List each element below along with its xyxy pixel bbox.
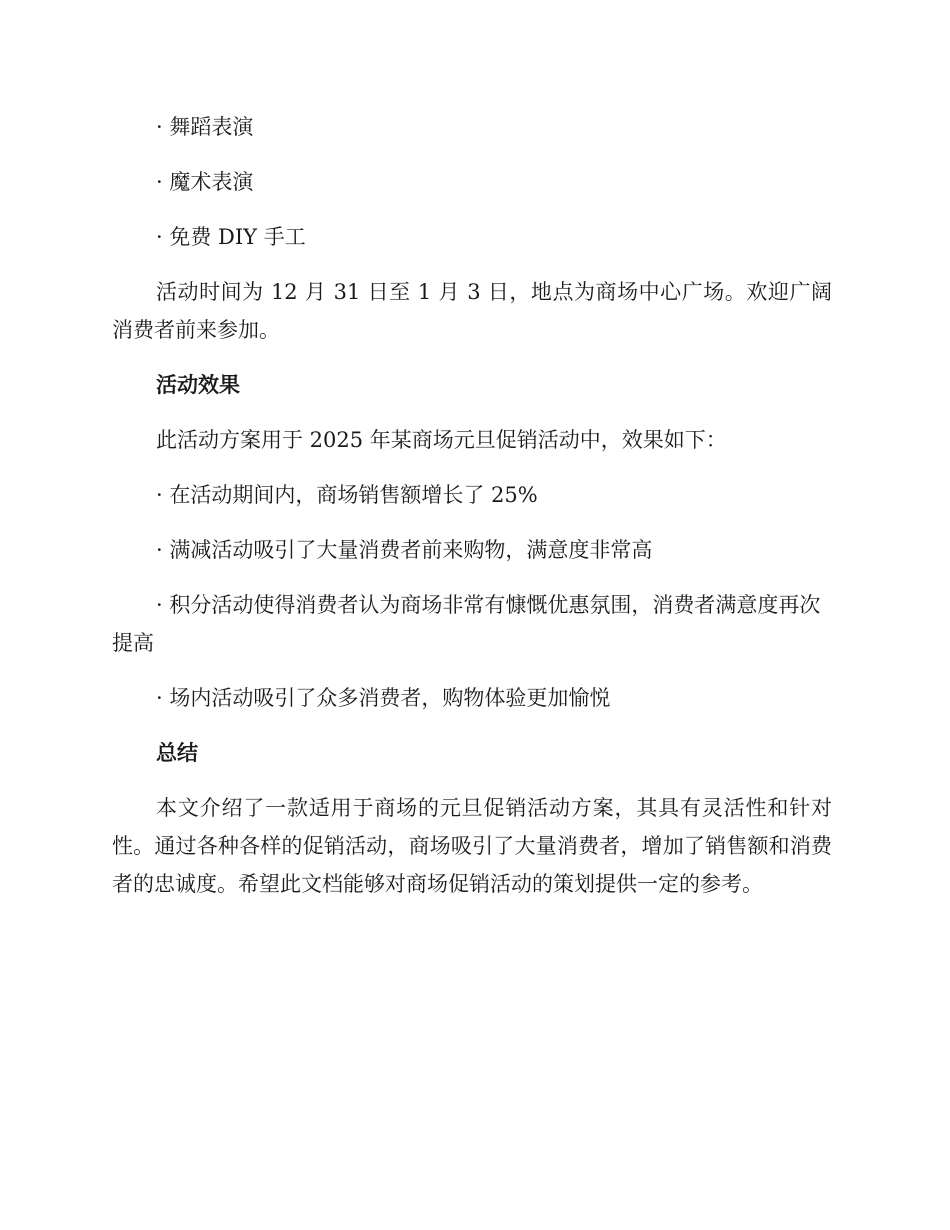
bullet-item-onsite-activity: · 场内活动吸引了众多消费者，购物体验更加愉悦	[156, 686, 611, 710]
paragraph-effect-intro: 此活动方案用于 2025 年某商场元旦促销活动中，效果如下：	[156, 428, 727, 452]
bullet-item-magic: · 魔术表演	[156, 170, 254, 194]
paragraph-summary: 本文介绍了一款适用于商场的元旦促销活动方案，其具有灵活性和针对性。通过各种各样的促销活动，商场吸引了大量消费者，增加了销售额和消费者的忠诚度。希望此文档能够对商场促销活动的策划提供一定的参考。	[112, 796, 832, 896]
section-heading-effect: 活动效果	[156, 373, 240, 397]
bullet-item-points: · 积分活动使得消费者认为商场非常有慷慨优惠氛围，消费者满意度再次提高	[112, 593, 821, 655]
bullet-item-discount: · 满减活动吸引了大量消费者前来购物，满意度非常高	[156, 538, 653, 562]
section-heading-summary: 总结	[156, 741, 198, 765]
bullet-item-dance: · 舞蹈表演	[156, 115, 254, 139]
bullet-item-sales-growth: · 在活动期间内，商场销售额增长了 25%	[156, 483, 538, 507]
bullet-item-diy: · 免费 DIY 手工	[156, 225, 306, 249]
document-body	[112, 108, 832, 920]
paragraph-activity-time: 活动时间为 12 月 31 日至 1 月 3 日，地点为商场中心广场。欢迎广阔消费者前来参加。	[112, 280, 832, 342]
